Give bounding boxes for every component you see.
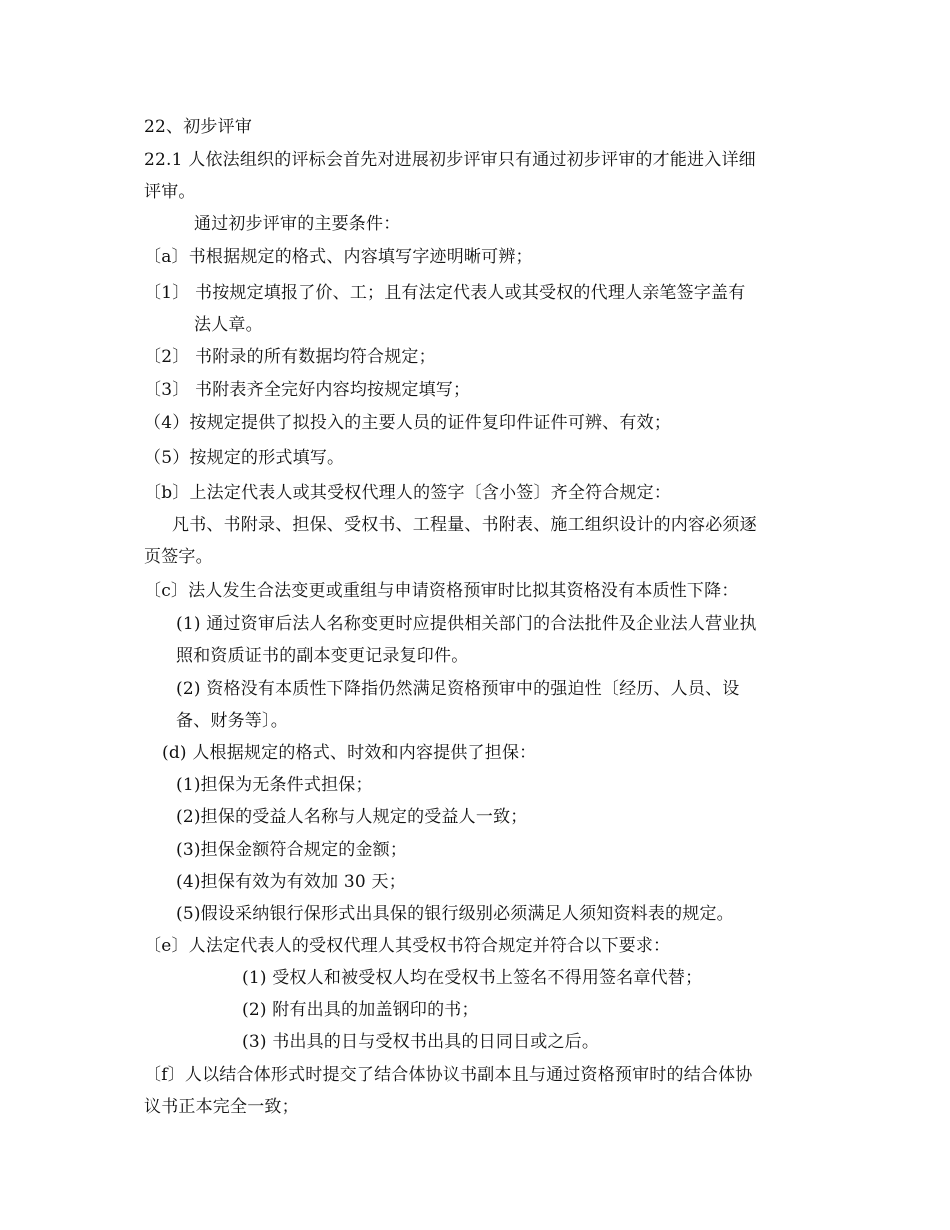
item-c: 〔c〕法人发生合法变更或重组与申请资格预审时比拟其资格没有本质性下降： [144, 581, 739, 601]
item-e: 〔e〕人法定代表人的受权代理人其受权书符合规定并符合以下要求： [144, 936, 671, 956]
item-5: （5）按规定的形式填写。 [144, 448, 345, 468]
item-a: 〔a〕书根据规定的格式、内容填写字迹明晰可辨； [144, 247, 533, 267]
item-e-1: (1) 受权人和被受权人均在受权书上签名不得用签名章代替； [242, 968, 703, 988]
conditions-intro: 通过初步评审的主要条件： [194, 214, 401, 234]
item-d-5: (5)假设采纳银行保形式出具保的银行级别必须满足人须知资料表的规定。 [176, 904, 734, 924]
clause-22-1-line-2: 评审。 [144, 182, 196, 202]
item-c-1-line-2: 照和资质证书的副本变更记录复印件。 [176, 646, 469, 666]
item-d-2: (2)担保的受益人名称与人规定的受益人一致； [176, 807, 528, 827]
item-e-3: (3) 书出具的日与受权书出具的日同日或之后。 [242, 1032, 600, 1052]
section-heading: 22、初步评审 [144, 117, 253, 137]
item-d-3: (3)担保金额符合规定的金额； [176, 840, 408, 860]
item-f-line-2: 议书正本完全一致； [144, 1097, 299, 1117]
item-d-1: (1)担保为无条件式担保； [176, 775, 373, 795]
item-d-4: (4)担保有效为有效加 30 天； [176, 872, 406, 892]
item-e-2: (2) 附有出具的加盖钢印的书； [242, 1000, 479, 1020]
item-f-line-1: 〔f〕人以结合体形式时提交了结合体协议书副本且与通过资格预审时的结合体协 [144, 1065, 753, 1085]
item-b-detail-line-2: 页签字。 [144, 547, 213, 567]
item-1-line-2: 法人章。 [194, 315, 263, 335]
item-c-2-line-1: (2) 资格没有本质性下降指仍然满足资格预审中的强迫性〔经历、人员、设 [176, 679, 740, 699]
item-3: 〔3〕 书附表齐全完好内容均按规定填写； [144, 380, 471, 400]
item-c-2-line-2: 备、财务等〕。 [176, 711, 288, 731]
item-c-1-line-1: (1) 通过资审后法人名称变更时应提供相关部门的合法批件及企业法人营业执 [176, 614, 757, 634]
clause-22-1-line-1: 22.1 人依法组织的评标会首先对进展初步评审只有通过初步评审的才能进入详细 [144, 150, 756, 170]
item-d: (d) 人根据规定的格式、时效和内容提供了担保： [162, 743, 537, 763]
item-4: （4）按规定提供了拟投入的主要人员的证件复印件证件可辨、有效； [144, 413, 672, 433]
item-b: 〔b〕上法定代表人或其受权代理人的签字〔含小签〕齐全符合规定： [144, 483, 672, 503]
item-b-detail-line-1: 凡书、书附录、担保、受权书、工程量、书附表、施工组织设计的内容必须逐 [172, 515, 757, 535]
item-2: 〔2〕 书附录的所有数据均符合规定； [144, 347, 436, 367]
item-1-line-1: 〔1〕 书按规定填报了价、工；且有法定代表人或其受权的代理人亲笔签字盖有 [144, 283, 746, 303]
